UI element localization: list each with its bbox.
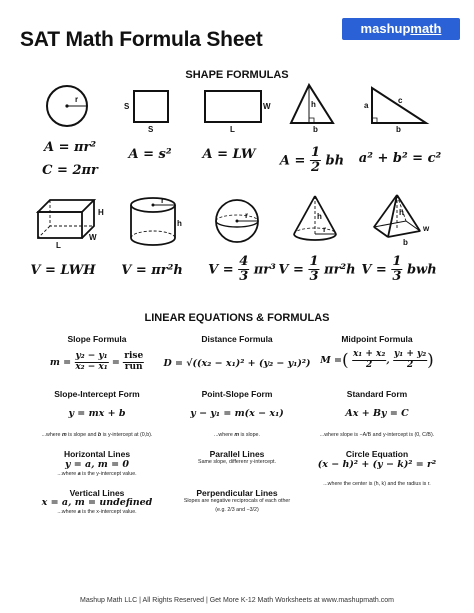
slope-formula: [50, 352, 144, 373]
midpoint-open-paren: (: [341, 350, 349, 371]
pyramid-volume-den: 3: [392, 269, 402, 285]
triangle-area-den: 2: [310, 160, 321, 176]
horizontal-lines-note-pre: ...where: [57, 471, 77, 477]
slope-intercept-note-b: b: [97, 432, 102, 438]
right-triangle-figure: [364, 86, 434, 134]
circle-equation-heading: Circle Equation: [345, 449, 409, 459]
brand-logo-right: math: [410, 21, 442, 36]
distance-formula-heading: Distance Formula: [201, 334, 273, 344]
triangle-area-lhs: A =: [279, 153, 306, 169]
vertical-lines-formula: x = a, m = undefined: [41, 497, 153, 508]
rectangle-length-label: L: [230, 125, 235, 134]
box-height-label: H: [98, 208, 104, 217]
brand-logo: [342, 18, 460, 40]
right-triangle-c-label: c: [398, 96, 403, 105]
point-slope-note-post: is slope.: [240, 432, 260, 438]
horizontal-lines-heading: Horizontal Lines: [63, 449, 131, 459]
point-slope-formula: y − y₁ = m(x − x₁): [190, 408, 284, 419]
vertical-lines-note-a: a: [77, 509, 81, 515]
slope-intercept-formula: y = mx + b: [68, 408, 126, 419]
cone-volume-fraction: [308, 255, 319, 285]
sphere-volume-formula: [208, 255, 276, 285]
sphere-radius-label: r: [245, 211, 249, 220]
slope-formula-heading: Slope Formula: [67, 334, 127, 344]
triangle-area-num: 1: [310, 145, 321, 160]
parallel-lines-note: Same slope, differenr y-intercept.: [198, 459, 276, 465]
perpendicular-lines-heading: Perpendicular Lines: [196, 488, 278, 498]
triangle-area-rhs: bh: [325, 153, 345, 169]
pyramid-width-label: w: [423, 224, 430, 233]
midpoint-close-paren: ): [427, 350, 434, 371]
vertical-lines-note-pre: ...where: [57, 509, 77, 515]
pyramid-volume-rhs: bwh: [406, 262, 437, 278]
rectangle-figure: [203, 90, 273, 134]
point-slope-note-pre: ...where: [214, 432, 233, 438]
pyramid-height-label: h: [399, 208, 404, 217]
circle-figure: [45, 84, 89, 128]
slope-intercept-heading: Slope-Intercept Form: [54, 389, 140, 399]
linear-equations-heading: LINEAR EQUATIONS & FORMULAS: [144, 312, 330, 324]
pyramid-base-label: b: [403, 238, 408, 247]
point-slope-note-m: m: [234, 432, 240, 438]
cone-volume-lhs: V =: [278, 262, 304, 278]
shape-formulas-heading: SHAPE FORMULAS: [185, 69, 289, 81]
midpoint-x-fraction: [352, 350, 386, 371]
rectangle-area-formula: A = LW: [202, 147, 256, 162]
horizontal-lines-note: [57, 471, 136, 477]
midpoint-formula: M =( $\frac{\text{x₁ + x₂}}{2}$ , $\frac{\text{y₁ + y₂}}{2}$ ): [320, 349, 434, 371]
sphere-volume-fraction: [238, 255, 249, 285]
cone-radius-label: r: [323, 225, 327, 234]
slope-formula-lhs: m =: [49, 356, 72, 368]
sphere-volume-lhs: V =: [208, 262, 234, 278]
sphere-volume-rhs: πr³: [253, 262, 276, 278]
slope-formula-num: y₂ − y₁: [75, 351, 108, 361]
rise-label: rise: [124, 351, 144, 361]
horizontal-lines-note-a: a: [77, 471, 81, 477]
triangle-height-label: h: [311, 100, 316, 109]
slope-intercept-note-mid: is slope and: [68, 432, 97, 438]
cone-volume-num: 1: [309, 254, 319, 269]
perpendicular-lines-note: Slopes are negative reciprocals of each other: [183, 498, 291, 504]
pyramid-volume-lhs: V =: [361, 262, 387, 278]
cone-height-label: h: [317, 212, 322, 221]
slope-formula-fraction: [74, 352, 108, 373]
square-side-label-left: S: [124, 102, 130, 111]
box-width-label: W: [89, 233, 97, 242]
point-slope-heading: Point-Slope Form: [201, 389, 273, 399]
slope-intercept-note-pre: ...where: [41, 432, 61, 438]
sphere-volume-num: 4: [239, 254, 249, 269]
slope-intercept-note-post: is y-intercept at (0,b).: [102, 432, 153, 438]
cylinder-figure: [128, 196, 184, 250]
cylinder-volume-formula: V = πr²h: [121, 263, 183, 278]
vertical-lines-note: [57, 509, 136, 515]
right-triangle-b-label: b: [396, 125, 401, 134]
run-label: run: [124, 361, 143, 372]
cone-figure: [290, 194, 342, 250]
sphere-volume-den: 3: [239, 269, 249, 285]
pyramid-volume-fraction: [391, 255, 402, 285]
perpendicular-lines-example: (e.g. 2/3 and −3/2): [215, 507, 259, 513]
midpoint-y-fraction: [393, 350, 427, 371]
brand-logo-left: mashup: [360, 21, 411, 36]
cone-volume-den: 3: [309, 269, 319, 285]
rise-run-fraction: [123, 352, 144, 373]
box-volume-formula: V = LWH: [30, 263, 96, 278]
triangle-area-formula: [280, 146, 344, 176]
standard-form-heading: Standard Form: [346, 389, 408, 399]
slope-intercept-note-m: m: [61, 432, 67, 438]
pyramid-figure: [368, 193, 430, 249]
vertical-lines-heading: Vertical Lines: [69, 488, 125, 498]
circle-equation-formula: (x − h)² + (y − k)² = r²: [317, 459, 437, 470]
slope-formula-den: x₂ − x₁: [75, 361, 108, 372]
page-title: SAT Math Formula Sheet: [20, 28, 263, 51]
cone-volume-rhs: πr²h: [324, 262, 356, 278]
rectangle-width-label: W: [263, 102, 271, 111]
triangle-base-label: b: [313, 125, 318, 134]
circle-radius-label: r: [75, 95, 79, 104]
slope-intercept-note: [42, 432, 153, 438]
midpoint-x-num: x₁ + x₂: [352, 349, 386, 359]
cylinder-radius-label: r: [161, 196, 165, 205]
midpoint-y-num: y₁ + y₂: [394, 349, 427, 359]
box-length-label: L: [56, 241, 61, 250]
midpoint-x-den: 2: [366, 359, 373, 370]
cone-volume-formula: [278, 255, 355, 285]
pyramid-volume-formula: [361, 255, 436, 285]
cylinder-height-label: h: [177, 219, 182, 228]
circle-circumference-formula: C = 2πr: [42, 163, 98, 178]
slope-formula-equals: =: [111, 356, 120, 368]
pyramid-volume-num: 1: [392, 254, 402, 269]
box-figure: [36, 196, 104, 250]
right-triangle-a-label: a: [364, 101, 369, 110]
horizontal-lines-note-post: is the y-intercept value.: [82, 471, 137, 477]
standard-form-note: ...where slope is −A/B and y-intercept is (0, C/B).: [319, 432, 435, 438]
midpoint-y-den: 2: [406, 359, 414, 370]
sphere-figure: [213, 197, 263, 247]
vertical-lines-note-post: is the x-intercept value.: [82, 509, 137, 515]
square-area-formula: A = s²: [128, 147, 172, 162]
midpoint-formula-lhs: M =: [320, 354, 342, 366]
circle-area-formula: A = πr²: [43, 140, 97, 155]
point-slope-note: [214, 432, 260, 438]
square-figure: [122, 90, 172, 134]
standard-form-formula: Ax + By = C: [345, 408, 409, 419]
circle-equation-note: ...where the center is (h, k) and the radius is r.: [323, 481, 431, 487]
midpoint-formula-heading: Midpoint Formula: [341, 334, 413, 344]
triangle-figure: [289, 83, 335, 135]
pythagorean-formula: a² + b² = c²: [358, 151, 442, 166]
triangle-area-fraction: [310, 146, 321, 176]
square-side-label-bottom: S: [148, 125, 154, 134]
parallel-lines-heading: Parallel Lines: [209, 449, 265, 459]
distance-formula: D = √((x₂ − x₁)² + (y₂ − y₁)²): [163, 358, 311, 369]
footer: Mashup Math LLC | All Rights Reserved | Get More K-12 Math Worksheets at www.mashupmath.com: [80, 597, 394, 604]
horizontal-lines-formula: y = a, m = 0: [64, 459, 130, 470]
